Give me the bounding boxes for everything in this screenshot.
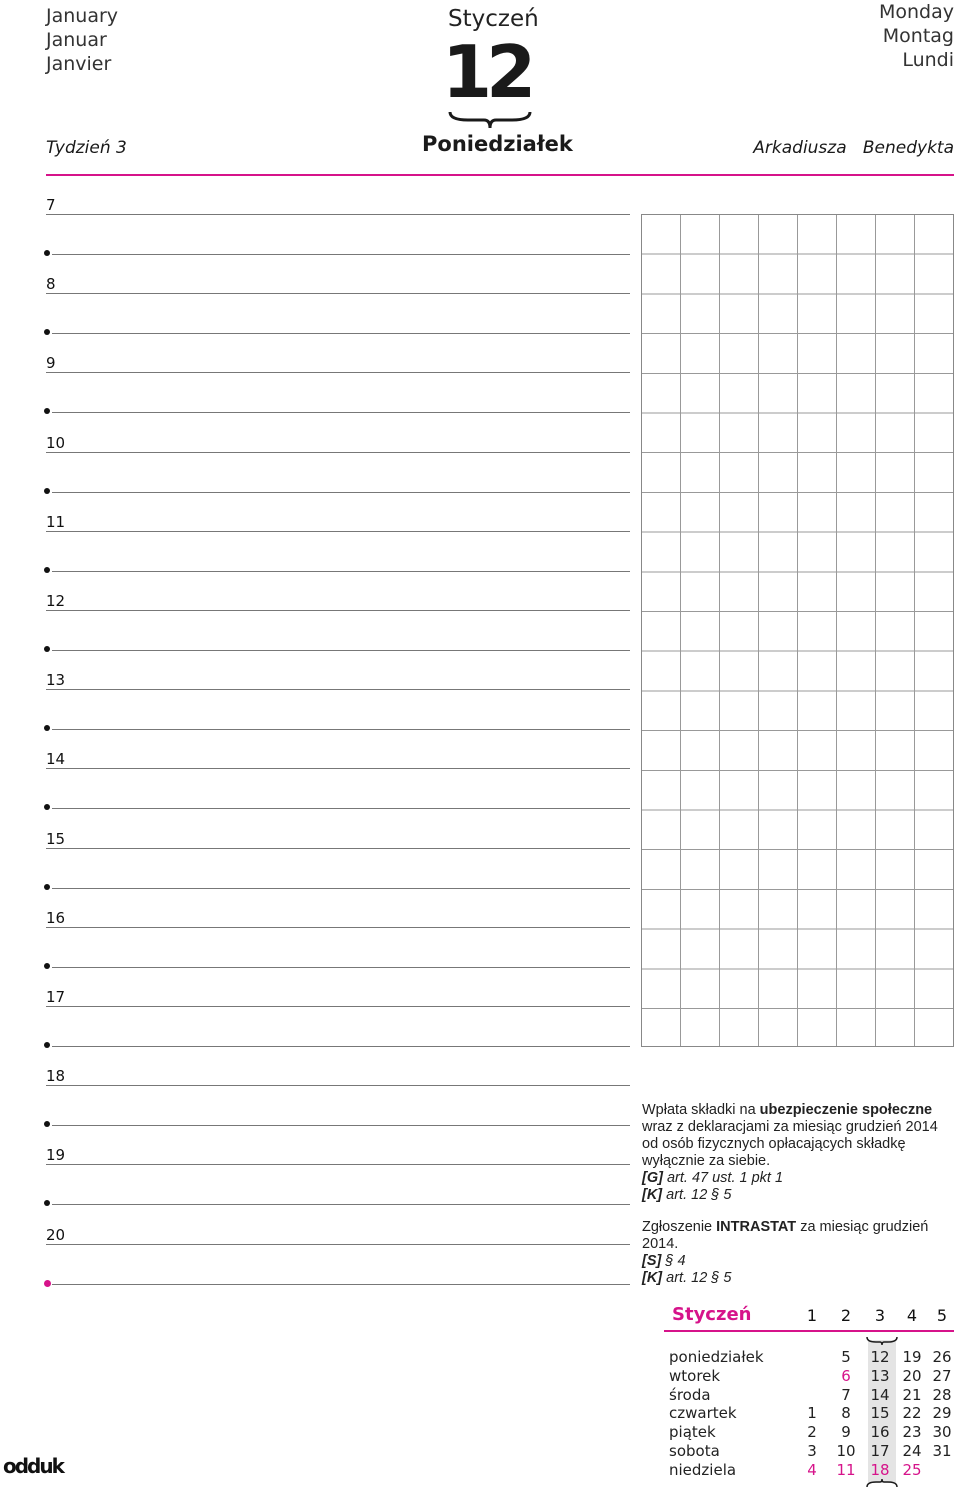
calendar-day[interactable]: 15 (870, 1404, 890, 1423)
hour-label: 19 (46, 1146, 66, 1165)
hour-label: 8 (46, 275, 56, 294)
calendar-day[interactable]: 1 (807, 1404, 817, 1423)
half-hour-line[interactable] (52, 571, 630, 572)
nameday-2: Benedykta (862, 138, 954, 158)
half-hour-line[interactable] (52, 808, 630, 809)
note2-text-c: za miesiąc grudzień 2014. (642, 1219, 929, 1252)
half-hour-dot (44, 1121, 50, 1127)
weekday-polish: Poniedziałek (422, 132, 573, 156)
calendar-day[interactable]: 9 (841, 1423, 851, 1442)
hour-line[interactable] (46, 927, 630, 928)
hour-line[interactable] (46, 1006, 630, 1007)
half-hour-dot (44, 567, 50, 573)
hour-label: 11 (46, 512, 66, 531)
hour-label: 20 (46, 1225, 66, 1244)
day-de: Montag (882, 25, 954, 47)
month-en: January (46, 5, 119, 27)
half-hour-line[interactable] (52, 412, 630, 413)
hour-line[interactable] (46, 531, 630, 532)
current-week-top-brace-icon (866, 1336, 898, 1346)
calendar-day[interactable]: 12 (870, 1348, 890, 1366)
week-number-header: 1 (806, 1306, 818, 1325)
day-fr: Lundi (902, 49, 954, 71)
half-hour-line[interactable] (52, 729, 630, 730)
week-number-header: 3 (874, 1306, 886, 1325)
note1-bold: ubezpieczenie społeczne (759, 1102, 933, 1118)
month-polish: Styczeń (448, 6, 539, 32)
hour-label: 7 (46, 196, 56, 214)
half-hour-dot (44, 488, 50, 494)
note2-ref2: art. 12 § 5 (662, 1270, 732, 1286)
calendar-day[interactable]: 4 (807, 1460, 817, 1479)
calendar-day[interactable]: 30 (932, 1423, 952, 1442)
publisher-logo: odduk (3, 1454, 63, 1478)
hour-label: 10 (46, 433, 66, 452)
hour-line[interactable] (46, 1244, 630, 1245)
calendar-day-name: piątek (669, 1423, 716, 1442)
half-hour-dot (44, 250, 50, 256)
calendar-day[interactable]: 16 (870, 1423, 890, 1442)
hour-line[interactable] (46, 1164, 630, 1165)
calendar-day[interactable]: 25 (902, 1460, 922, 1479)
calendar-day[interactable]: 20 (902, 1366, 922, 1385)
calendar-day-name: wtorek (669, 1366, 721, 1385)
hour-label: 9 (46, 354, 56, 373)
note2-ref1: § 4 (661, 1253, 686, 1269)
name-days (753, 138, 954, 158)
hour-line[interactable] (46, 452, 630, 453)
hour-label: 13 (46, 671, 66, 690)
calendar-day[interactable]: 22 (902, 1404, 922, 1423)
half-hour-dot (44, 963, 50, 969)
half-hour-dot (44, 1042, 50, 1048)
calendar-day[interactable]: 6 (841, 1366, 851, 1385)
hour-label: 15 (46, 829, 66, 848)
day-number: 12 (442, 30, 531, 114)
day-en: Monday (878, 1, 954, 23)
hour-line[interactable] (46, 372, 630, 373)
hour-line[interactable] (46, 1085, 630, 1086)
mini-calendar-divider (664, 1330, 954, 1332)
calendar-day[interactable]: 2 (807, 1423, 817, 1442)
calendar-day[interactable]: 29 (932, 1404, 952, 1423)
hour-line[interactable] (46, 293, 630, 294)
mini-calendar-title: Styczeń (672, 1304, 752, 1325)
calendar-day-name: środa (669, 1385, 711, 1404)
hour-line[interactable] (46, 610, 630, 611)
note2-ref1-code: [S] (642, 1253, 662, 1269)
half-hour-line[interactable] (52, 1125, 630, 1126)
half-hour-dot (44, 329, 50, 335)
calendar-day[interactable]: 24 (902, 1442, 922, 1460)
week-number-header: 2 (840, 1306, 852, 1325)
calendar-day[interactable]: 5 (841, 1348, 851, 1366)
calendar-day[interactable]: 28 (932, 1385, 952, 1404)
calendar-day[interactable]: 31 (932, 1442, 952, 1460)
half-hour-line[interactable] (52, 650, 630, 651)
hour-label: 12 (46, 592, 66, 610)
note1-ref1-code: [G] (642, 1170, 663, 1186)
note1-text-a: Wpłata składki na (642, 1102, 760, 1118)
bookmark-brace-icon (448, 110, 532, 130)
half-hour-dot (44, 804, 50, 810)
half-hour-line[interactable] (52, 1204, 630, 1205)
half-hour-dot (44, 1280, 51, 1287)
day-names-languages (879, 0, 954, 72)
half-hour-dot (44, 884, 50, 890)
note2-text-a: Zgłoszenie (642, 1219, 717, 1235)
half-hour-line[interactable] (52, 888, 630, 889)
calendar-day[interactable]: 11 (836, 1460, 856, 1479)
note1-ref1: art. 47 ust. 1 pkt 1 (662, 1170, 784, 1186)
calendar-day[interactable]: 18 (870, 1460, 890, 1479)
tax-note-1 (642, 1102, 952, 1204)
calendar-day[interactable]: 14 (870, 1385, 890, 1404)
calendar-day[interactable]: 10 (836, 1442, 856, 1460)
note2-bold: INTRASTAT (716, 1219, 797, 1235)
half-hour-dot (44, 725, 50, 731)
calendar-day[interactable]: 13 (870, 1366, 890, 1385)
week-number-header: 5 (936, 1306, 948, 1325)
note1-ref2-code: [K] (642, 1187, 663, 1203)
hour-line[interactable] (46, 214, 630, 215)
tax-note-2 (642, 1219, 952, 1287)
half-hour-line[interactable] (52, 967, 630, 968)
calendar-day[interactable]: 17 (870, 1442, 890, 1460)
calendar-day[interactable]: 3 (807, 1442, 817, 1460)
nameday-1: Arkadiusza (753, 138, 847, 158)
calendar-day[interactable]: 23 (902, 1423, 922, 1442)
month-names-languages (46, 4, 118, 76)
hour-label: 16 (46, 908, 66, 927)
half-hour-dot (44, 646, 50, 652)
calendar-day-name: poniedziałek (669, 1348, 764, 1366)
month-fr: Janvier (46, 53, 112, 75)
calendar-day[interactable]: 27 (932, 1366, 952, 1385)
hour-label: 17 (46, 988, 66, 1006)
half-hour-line[interactable] (52, 254, 630, 255)
header-divider (46, 174, 954, 176)
hour-line[interactable] (46, 768, 630, 769)
calendar-day[interactable]: 19 (902, 1348, 922, 1366)
notes-grid[interactable] (641, 214, 954, 1047)
hour-line[interactable] (46, 689, 630, 690)
half-hour-line[interactable] (52, 1284, 630, 1285)
current-week-bottom-brace-icon (866, 1478, 898, 1488)
calendar-day[interactable]: 21 (902, 1385, 922, 1404)
hour-label: 18 (46, 1067, 66, 1086)
calendar-day-name: niedziela (669, 1460, 737, 1479)
month-de: Januar (46, 29, 107, 51)
half-hour-dot (44, 408, 50, 414)
calendar-day[interactable]: 8 (841, 1404, 851, 1423)
hour-label: 14 (46, 750, 66, 769)
note1-text-c: wraz z deklaracjami za miesiąc grudzień 2014 od osób fizycznych opłacających składkę wyłącznie za siebie. (642, 1119, 938, 1169)
note2-ref2-code: [K] (642, 1270, 663, 1286)
half-hour-dot (44, 1200, 50, 1206)
calendar-day-name: czwartek (669, 1404, 737, 1423)
week-number: Tydzień 3 (46, 138, 127, 158)
hour-line[interactable] (46, 848, 630, 849)
half-hour-line[interactable] (52, 333, 630, 334)
calendar-day[interactable]: 7 (841, 1385, 851, 1404)
note1-ref2: art. 12 § 5 (662, 1187, 732, 1203)
half-hour-line[interactable] (52, 492, 630, 493)
half-hour-line[interactable] (52, 1046, 630, 1047)
calendar-day-name: sobota (669, 1442, 720, 1460)
calendar-day[interactable]: 26 (932, 1348, 952, 1366)
week-number-header: 4 (906, 1306, 918, 1325)
